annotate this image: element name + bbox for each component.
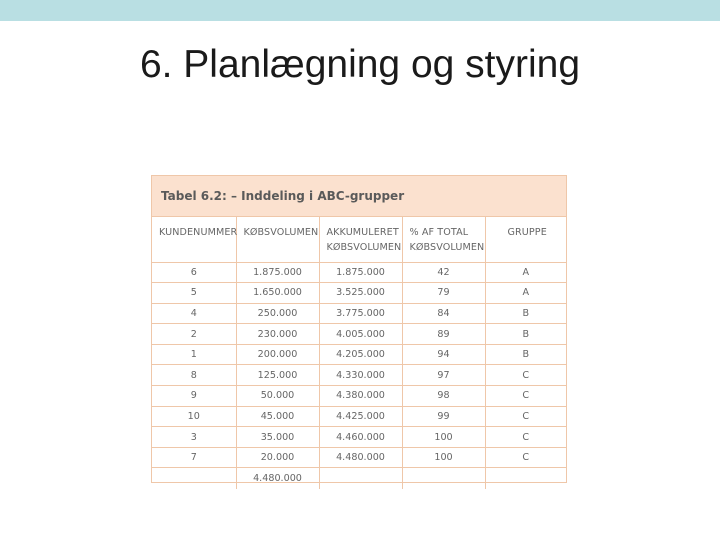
cell-kundenummer: 7 — [152, 447, 236, 468]
total-cell-gruppe — [485, 468, 566, 489]
cell-pct-total: 100 — [402, 447, 485, 468]
cell-kobsvolumen: 250.000 — [236, 303, 319, 324]
cell-pct-total: 99 — [402, 406, 485, 427]
cell-kobsvolumen: 1.650.000 — [236, 283, 319, 304]
cell-kundenummer: 8 — [152, 365, 236, 386]
header-kobsvolumen: KØBSVOLUMEN — [236, 217, 319, 262]
cell-kobsvolumen: 1.875.000 — [236, 262, 319, 283]
cell-kobsvolumen: 45.000 — [236, 406, 319, 427]
cell-akkumuleret: 4.205.000 — [319, 344, 402, 365]
cell-kundenummer: 2 — [152, 324, 236, 345]
cell-akkumuleret: 3.525.000 — [319, 283, 402, 304]
cell-kundenummer: 5 — [152, 283, 236, 304]
cell-pct-total: 42 — [402, 262, 485, 283]
cell-kundenummer: 10 — [152, 406, 236, 427]
cell-kobsvolumen: 35.000 — [236, 427, 319, 448]
cell-kobsvolumen: 125.000 — [236, 365, 319, 386]
cell-gruppe: C — [485, 365, 566, 386]
cell-gruppe: C — [485, 406, 566, 427]
cell-gruppe: C — [485, 447, 566, 468]
cell-kobsvolumen: 50.000 — [236, 386, 319, 407]
abc-table — [152, 217, 566, 489]
cell-pct-total: 84 — [402, 303, 485, 324]
table-row — [152, 324, 566, 345]
cell-kundenummer: 3 — [152, 427, 236, 448]
cell-pct-total: 98 — [402, 386, 485, 407]
cell-pct-total: 89 — [402, 324, 485, 345]
header-akkumuleret: AKKUMULERET KØBSVOLUMEN — [319, 217, 402, 262]
total-cell-akkumuleret — [319, 468, 402, 489]
cell-kundenummer: 1 — [152, 344, 236, 365]
header-pct-total: % AF TOTAL KØBSVOLUMEN — [402, 217, 485, 262]
table-row — [152, 344, 566, 365]
table-row — [152, 262, 566, 283]
cell-gruppe: A — [485, 283, 566, 304]
cell-gruppe: B — [485, 344, 566, 365]
cell-gruppe: B — [485, 324, 566, 345]
cell-akkumuleret: 4.480.000 — [319, 447, 402, 468]
cell-akkumuleret: 3.775.000 — [319, 303, 402, 324]
cell-gruppe: C — [485, 427, 566, 448]
cell-kundenummer: 6 — [152, 262, 236, 283]
cell-kundenummer: 9 — [152, 386, 236, 407]
total-cell-kundenummer — [152, 468, 236, 489]
slide-title: 6. Planlægning og styring — [139, 43, 581, 86]
top-color-band — [0, 0, 720, 21]
cell-kobsvolumen: 20.000 — [236, 447, 319, 468]
cell-kobsvolumen: 200.000 — [236, 344, 319, 365]
cell-kundenummer: 4 — [152, 303, 236, 324]
total-cell-kobsvolumen: 4.480.000 — [236, 468, 319, 489]
cell-akkumuleret: 4.425.000 — [319, 406, 402, 427]
header-kundenummer: KUNDENUMMER — [152, 217, 236, 262]
table-row — [152, 365, 566, 386]
cell-akkumuleret: 4.460.000 — [319, 427, 402, 448]
cell-akkumuleret: 4.330.000 — [319, 365, 402, 386]
table-caption: Tabel 6.2: – Inddeling i ABC-grupper — [152, 176, 566, 217]
header-gruppe: GRUPPE — [485, 217, 566, 262]
cell-akkumuleret: 4.005.000 — [319, 324, 402, 345]
cell-pct-total: 94 — [402, 344, 485, 365]
table-row — [152, 303, 566, 324]
cell-pct-total: 97 — [402, 365, 485, 386]
total-row — [152, 468, 566, 489]
cell-pct-total: 100 — [402, 427, 485, 448]
table-row — [152, 447, 566, 468]
table-row — [152, 427, 566, 448]
cell-akkumuleret: 1.875.000 — [319, 262, 402, 283]
cell-kobsvolumen: 230.000 — [236, 324, 319, 345]
abc-table-panel — [151, 175, 567, 483]
table-header-row — [152, 217, 566, 262]
cell-gruppe: A — [485, 262, 566, 283]
cell-gruppe: B — [485, 303, 566, 324]
table-row — [152, 386, 566, 407]
table-row — [152, 406, 566, 427]
cell-pct-total: 79 — [402, 283, 485, 304]
cell-akkumuleret: 4.380.000 — [319, 386, 402, 407]
table-row — [152, 283, 566, 304]
total-cell-pct-total — [402, 468, 485, 489]
cell-gruppe: C — [485, 386, 566, 407]
